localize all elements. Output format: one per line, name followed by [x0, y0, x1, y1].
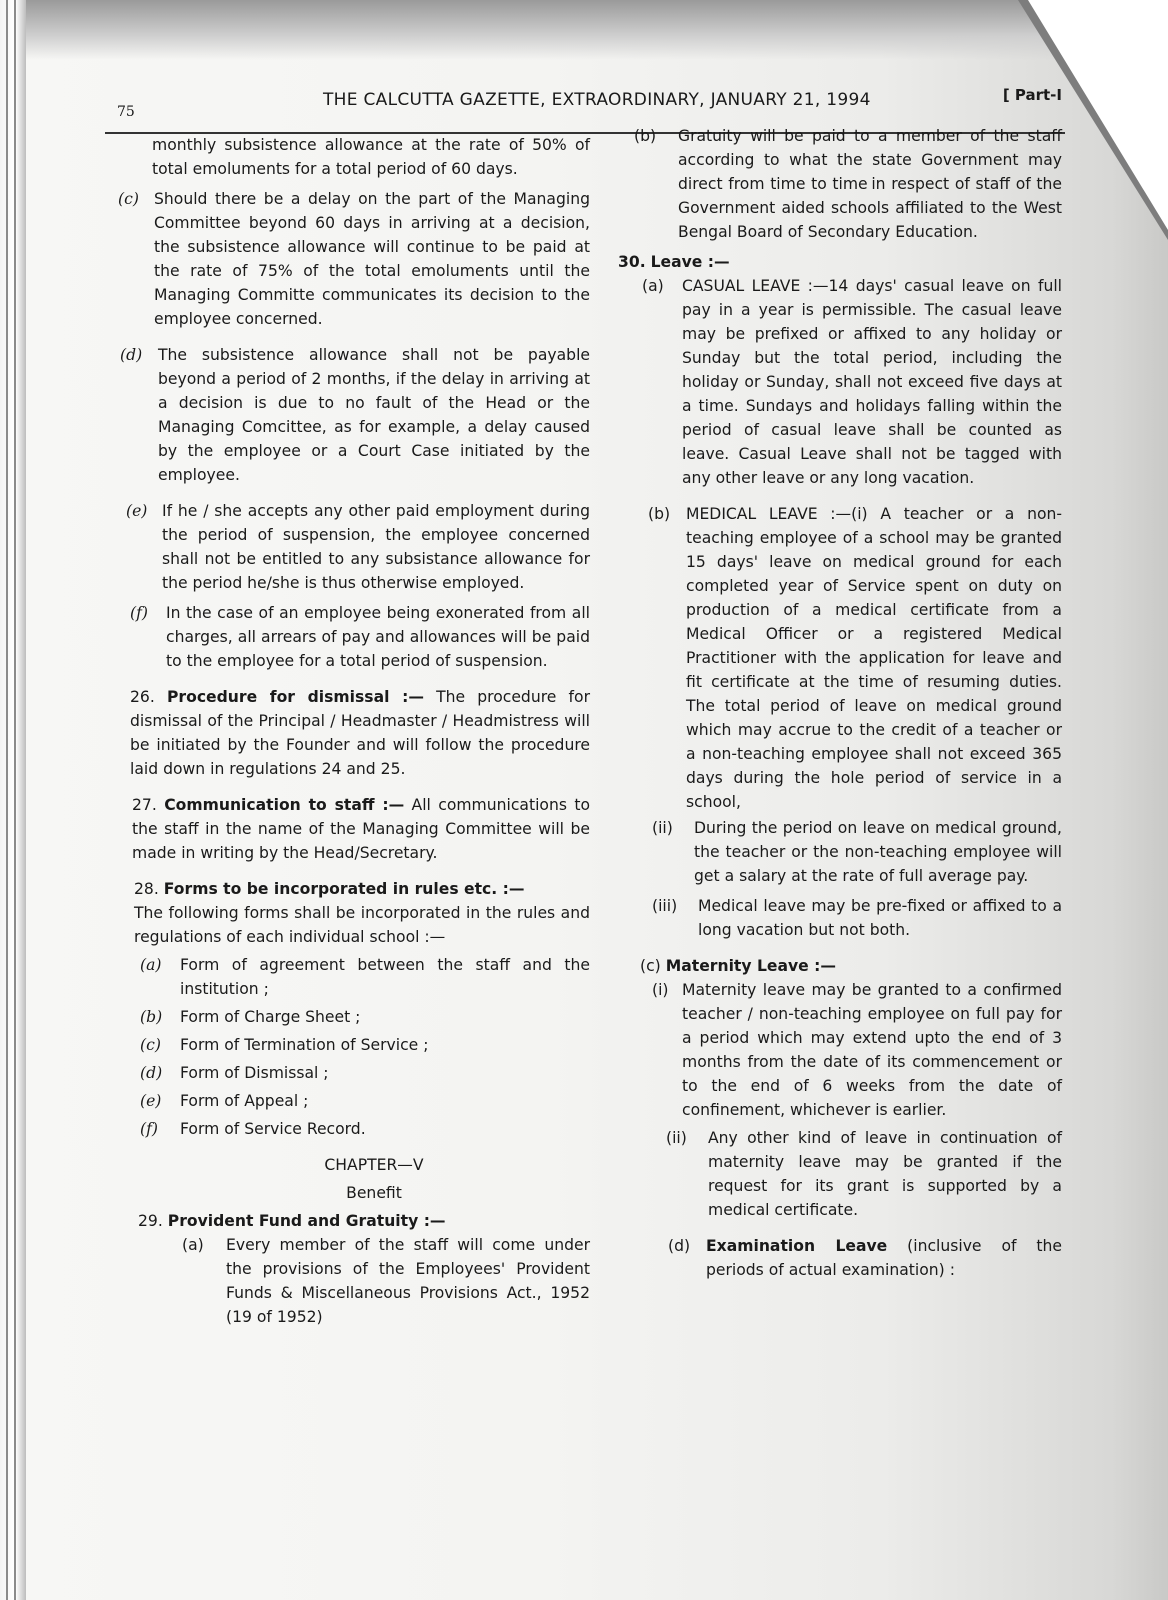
clause-text [678, 124, 1062, 244]
clause-text: Medical leave may be pre-fixed or affixed to a long vacation but not both. [698, 897, 1062, 939]
page-header [105, 84, 1070, 120]
form-label: (f) [140, 1120, 158, 1138]
form-item [140, 1061, 590, 1085]
section-heading: Forms to be incorporated in rules etc. :— [163, 880, 525, 898]
clause-label: (ii) [666, 1129, 687, 1147]
section-heading: Maternity Leave :— [665, 957, 837, 975]
clause-d [118, 343, 590, 487]
clause-label: (i) [652, 981, 669, 999]
clause-text: During the period on leave on medical ground, the teacher or the non-teaching employee will get a salary at the rate of full average pay. [694, 819, 1062, 885]
forms-list [118, 953, 590, 1141]
medical-leave-ii [618, 816, 1062, 888]
clause-label: (b) [634, 127, 657, 145]
clause-text: MEDICAL LEAVE :—(i) A teacher or a non-teaching employee of a school may be granted 15 days' leave on medical ground for each completed year of Service spent on duty on production of a medical certificate from a Medical Officer or a registered Medical Practitioner with the application for leave and fit certificate at the time of resuming duties. The total period of leave on medical ground which may accrue to the credit of a teacher or a non-teaching employee shall not exceed 365 days during the hole period of service in a school, [686, 505, 1062, 811]
form-text: Form of Termination of Service ; [180, 1036, 429, 1054]
right-column [618, 124, 1062, 1282]
section-number: 30. [618, 253, 646, 271]
form-label: (c) [140, 1036, 161, 1054]
medical-leave [618, 502, 1062, 814]
clause-label: (c) [640, 957, 661, 975]
clause-f [118, 601, 590, 673]
form-item [140, 1117, 590, 1141]
section-29-heading [118, 1209, 590, 1233]
section-number: 27. [132, 796, 157, 814]
section-number: 29. [138, 1212, 163, 1230]
section-26 [118, 685, 590, 781]
section-heading: Leave :— [650, 253, 730, 271]
page-edge-line [14, 0, 16, 1600]
section-text: The procedure for dismissal of the Principal / Headmaster / Headmistress will be initiated by the Founder and will follow the procedure laid down in regulations 24 and 25. [130, 688, 590, 778]
maternity-leave-heading [618, 954, 1062, 978]
page-edge [0, 0, 26, 1600]
part-label: [ Part-I [1002, 86, 1062, 104]
form-item [140, 953, 590, 1001]
section-28-text: The following forms shall be incorporated in the rules and regulations of each individual school :— [134, 904, 590, 946]
clause-text: Every member of the staff will come under the provisions of the Employees' Provident Funds & Miscellaneous Provisions Act., 1952 (19 of 1952) [226, 1236, 590, 1326]
clause-c [118, 187, 590, 331]
examination-leave [618, 1234, 1062, 1282]
section-30-heading [618, 250, 1062, 274]
section-number: 28. [134, 880, 159, 898]
page-number: 75 [117, 104, 135, 120]
clause-label: (c) [118, 190, 139, 208]
form-text: Form of Appeal ; [180, 1092, 309, 1110]
form-text: Form of agreement between the staff and the institution ; [180, 956, 590, 998]
form-label: (e) [140, 1092, 162, 1110]
section-heading: Procedure for dismissal :— [166, 688, 424, 706]
gratuity-text: Gratuity will be paid to a member of the staff according to what the state Government may direct from time to time [678, 127, 1062, 193]
section-heading: Provident Fund and Gratuity :— [167, 1212, 446, 1230]
maternity-leave-ii [618, 1126, 1062, 1222]
section-text: All communications to the staff in the name of the Managing Committee will be made in writing by the Head/Secretary. [132, 796, 590, 862]
section-heading: Communication to staff :— [164, 796, 405, 814]
form-label: (d) [140, 1064, 163, 1082]
clause-text: In the case of an employee being exonerated from all charges, all arrears of pay and allowances will be paid to the employee for a total period of suspension. [166, 604, 590, 670]
clause-text: Should there be a delay on the part of the Managing Committee beyond 60 days in arriving at a decision, the subsistence allowance will continue to be paid at the rate of 75% of the total emoluments until the Managing Committe communicates its decision to the employee concerned. [154, 190, 590, 328]
form-text: Form of Dismissal ; [180, 1064, 329, 1082]
clause-29a [118, 1233, 590, 1329]
maternity-leave-i [618, 978, 1062, 1122]
clause-label: (a) [642, 277, 664, 295]
gazette-title: THE CALCUTTA GAZETTE, EXTRAORDINARY, JANUARY 21, 1994 [323, 90, 871, 110]
clause-label: (d) [668, 1237, 691, 1255]
section-text: (inclusive of the periods of actual examination) : [706, 1237, 1062, 1279]
left-column [118, 133, 590, 1329]
form-label: (a) [140, 956, 162, 974]
clause-label: (e) [126, 502, 148, 520]
section-heading: Examination Leave [706, 1237, 888, 1255]
clause-label: (ii) [652, 819, 673, 837]
section-28-heading [118, 877, 590, 901]
clause-text: Any other kind of leave in continuation of maternity leave may be granted if the request for its grant is supported by a medical certificate. [708, 1129, 1062, 1219]
form-text: Form of Service Record. [180, 1120, 366, 1138]
clause-label: (b) [648, 505, 671, 523]
medical-leave-iii [618, 894, 1062, 942]
clause-text: The subsistence allowance shall not be payable beyond a period of 2 months, if the delay in arriving at a decision is due to no fault of the Head or the Managing Comcittee, as for example, a delay caused by the employee or a Court Case initiated by the employee. [158, 346, 590, 484]
chapter-subtitle: Benefit [346, 1184, 402, 1202]
gratuity-boxed-text: in respect of staff of the Government aided schools affiliated to the West Bengal Board of Secondary Education. [678, 175, 1062, 241]
clause-text: If he / she accepts any other paid employment during the period of suspension, the employee concerned shall not be entitled to any subsistance allowance for the period he/she is thus otherwise employed. [162, 502, 590, 592]
clause-label: (f) [130, 604, 148, 622]
form-item [140, 1005, 590, 1029]
scan-shadow [0, 0, 1168, 60]
clause-29b [618, 124, 1062, 244]
form-item [140, 1033, 590, 1057]
casual-leave [618, 274, 1062, 490]
clause-text: CASUAL LEAVE :—14 days' casual leave on full pay in a year is permissible. The casual leave may be prefixed or affixed to any holiday or Sunday but the total period, including the holiday or Sunday, shall not exceed five days at a time. Sundays and holidays falling within the period of casual leave shall be counted as leave. Casual Leave shall not be tagged with any other leave or any long vacation. [682, 277, 1062, 487]
section-number: 26. [130, 688, 155, 706]
page-edge-line [6, 0, 8, 1600]
form-text: Form of Charge Sheet ; [180, 1008, 361, 1026]
form-label: (b) [140, 1008, 163, 1026]
clause-text [706, 1234, 1062, 1282]
intro-paragraph: monthly subsistence allowance at the rate of 50% of total emoluments for a total period of 60 days. [152, 136, 590, 178]
clause-e [118, 499, 590, 595]
clause-label: (d) [120, 346, 143, 364]
chapter-title: CHAPTER—V [324, 1156, 424, 1174]
clause-label: (a) [182, 1236, 204, 1254]
section-27 [118, 793, 590, 865]
clause-text: Maternity leave may be granted to a confirmed teacher / non-teaching employee on full pay for a period which may extend upto the end of 3 months from the date of its commencement or to the end of 6 weeks from the date of confinement, whichever is earlier. [682, 981, 1062, 1119]
clause-label: (iii) [652, 897, 678, 915]
form-item [140, 1089, 590, 1113]
